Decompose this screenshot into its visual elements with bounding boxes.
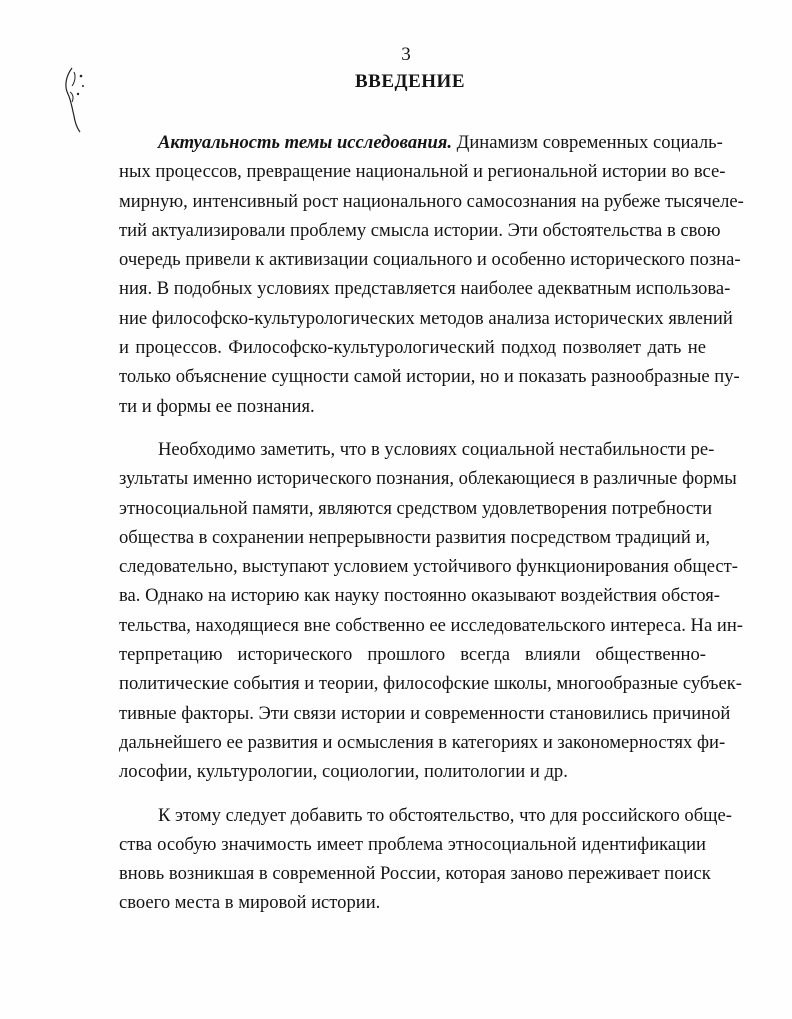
text-line: Необходимо заметить, что в условиях социальной нестабильности ре- bbox=[158, 438, 715, 460]
paragraph-gap bbox=[119, 421, 706, 435]
text-line: ва. Однако на историю как науку постоянно оказывают воздействия обстоя- bbox=[119, 585, 720, 607]
text-line: тивные факторы. Эти связи истории и современности становились причиной bbox=[119, 702, 731, 724]
text-line: очередь привели к активизации социального и особенно исторического позна- bbox=[119, 249, 741, 271]
text-line: ных процессов, превращение национальной и региональной истории во все- bbox=[119, 161, 726, 183]
text-line: политические события и теории, философские школы, многообразные субъек- bbox=[119, 673, 742, 695]
text-line: терпретацию исторического прошлого всегда влияли общественно- bbox=[119, 644, 706, 666]
text-line: своего места в мировой истории. bbox=[119, 892, 381, 914]
text-line: общества в сохранении непрерывности развития посредством традиций и, bbox=[119, 526, 711, 548]
paragraph-1-line-1 bbox=[119, 128, 723, 157]
text-line: ния. В подобных условиях представляется наиболее адекватным использова- bbox=[119, 278, 731, 300]
text-line: только объяснение сущности самой истории, но и показать разнообразные пу- bbox=[119, 366, 740, 388]
text-line: и процессов. Философско-культурологический подход позволяет дать не bbox=[119, 337, 706, 359]
paragraph-1-line-1-rest: Динамизм современных социаль- bbox=[452, 132, 723, 153]
text-line: тельства, находящиеся вне собственно ее исследовательского интереса. На ин- bbox=[119, 614, 743, 636]
text-line: ти и формы ее познания. bbox=[119, 395, 315, 417]
section-heading: ВВЕДЕНИЕ bbox=[355, 71, 465, 92]
text-line: мирную, интенсивный рост национального самосознания на рубеже тысячеле- bbox=[119, 190, 744, 212]
page-number: 3 bbox=[401, 44, 411, 65]
text-line: лософии, культурологии, социологии, политологии и др. bbox=[119, 761, 568, 783]
text-line: ства особую значимость имеет проблема этносоциальной идентификации bbox=[119, 833, 706, 855]
text-line: этносоциальной памяти, являются средством удовлетворения потребности bbox=[119, 497, 713, 519]
text-line: дальнейшего ее развития и осмысления в категориях и закономерностях фи- bbox=[119, 731, 726, 753]
text-line: тий актуализировали проблему смысла истории. Эти обстоятельства в свою bbox=[119, 219, 721, 241]
text-line: К этому следует добавить то обстоятельство, что для российского обще- bbox=[158, 804, 732, 826]
text-line: следовательно, выступают условием устойчивого функционирования общест- bbox=[119, 556, 738, 578]
text-line: зультаты именно исторического познания, облекающиеся в различные формы bbox=[119, 468, 737, 490]
topic-relevance-lead: Актуальность темы исследования. bbox=[158, 132, 453, 153]
text-line: вновь возникшая в современной России, которая заново переживает поиск bbox=[119, 863, 711, 885]
text-line: ние философско-культурологических методов анализа исторических явлений bbox=[119, 307, 733, 329]
paragraph-gap bbox=[119, 787, 706, 801]
body-text bbox=[119, 128, 744, 918]
